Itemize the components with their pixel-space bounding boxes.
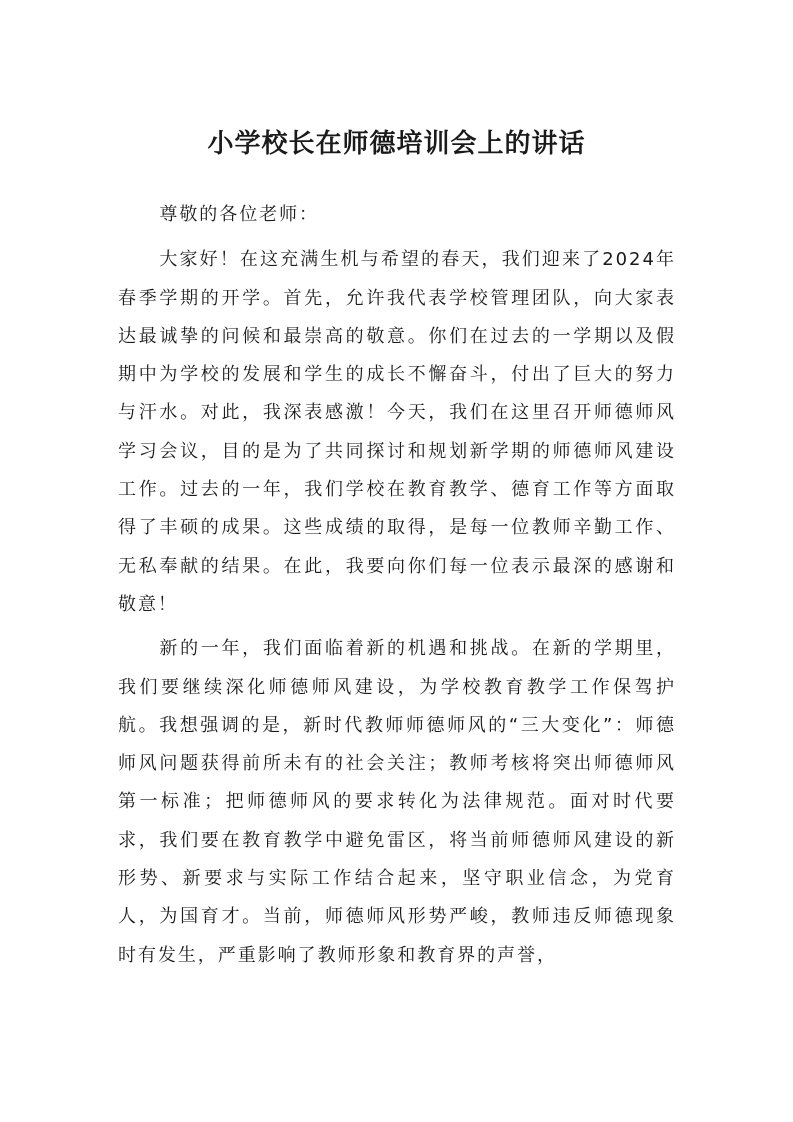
greeting-line: 尊敬的各位老师： bbox=[159, 204, 319, 225]
body-paragraph-2: 新的一年，我们面临着新的机遇和挑战。在新的学期里，我们要继续深化师德师风建设，为学校教育教学工作保驾护航。我想强调的是，新时代教师师德师风的“三大变化”：师德师风问题获得前所未有的社会关注；教师考核将突出师德师风第一标准；把师德师风的要求转化为法律规范。面对时代要求，我们要在教育教学中避免雷区，将当前师德师风建设的新形势、新要求与实际工作结合起来，坚守职业信念，为党育人，为国育才。当前，师德师风形势严峻，教师违反师德现象时有发生，严重影响了教师形象和教育界的声誉， bbox=[118, 638, 676, 966]
document-body bbox=[118, 196, 676, 975]
body-paragraph-1: 大家好！在这充满生机与希望的春天，我们迎来了2024年春季学期的开学。首先，允许我代表学校管理团队，向大家表达最诚挚的问候和最崇高的敬意。你们在过去的一学期以及假期中为学校的发展和学生的成长不懈奋斗，付出了巨大的努力与汗水。对此，我深表感激！今天，我们在这里召开师德师风学习会议，目的是为了共同探讨和规划新学期的师德师风建设工作。过去的一年，我们学校在教育教学、德育工作等方面取得了丰硕的成果。这些成绩的取得，是每一位教师辛勤工作、无私奉献的结果。在此，我要向你们每一位表示最深的感谢和敬意！ bbox=[118, 249, 676, 615]
document-title: 小学校长在师德培训会上的讲话 bbox=[207, 129, 586, 159]
